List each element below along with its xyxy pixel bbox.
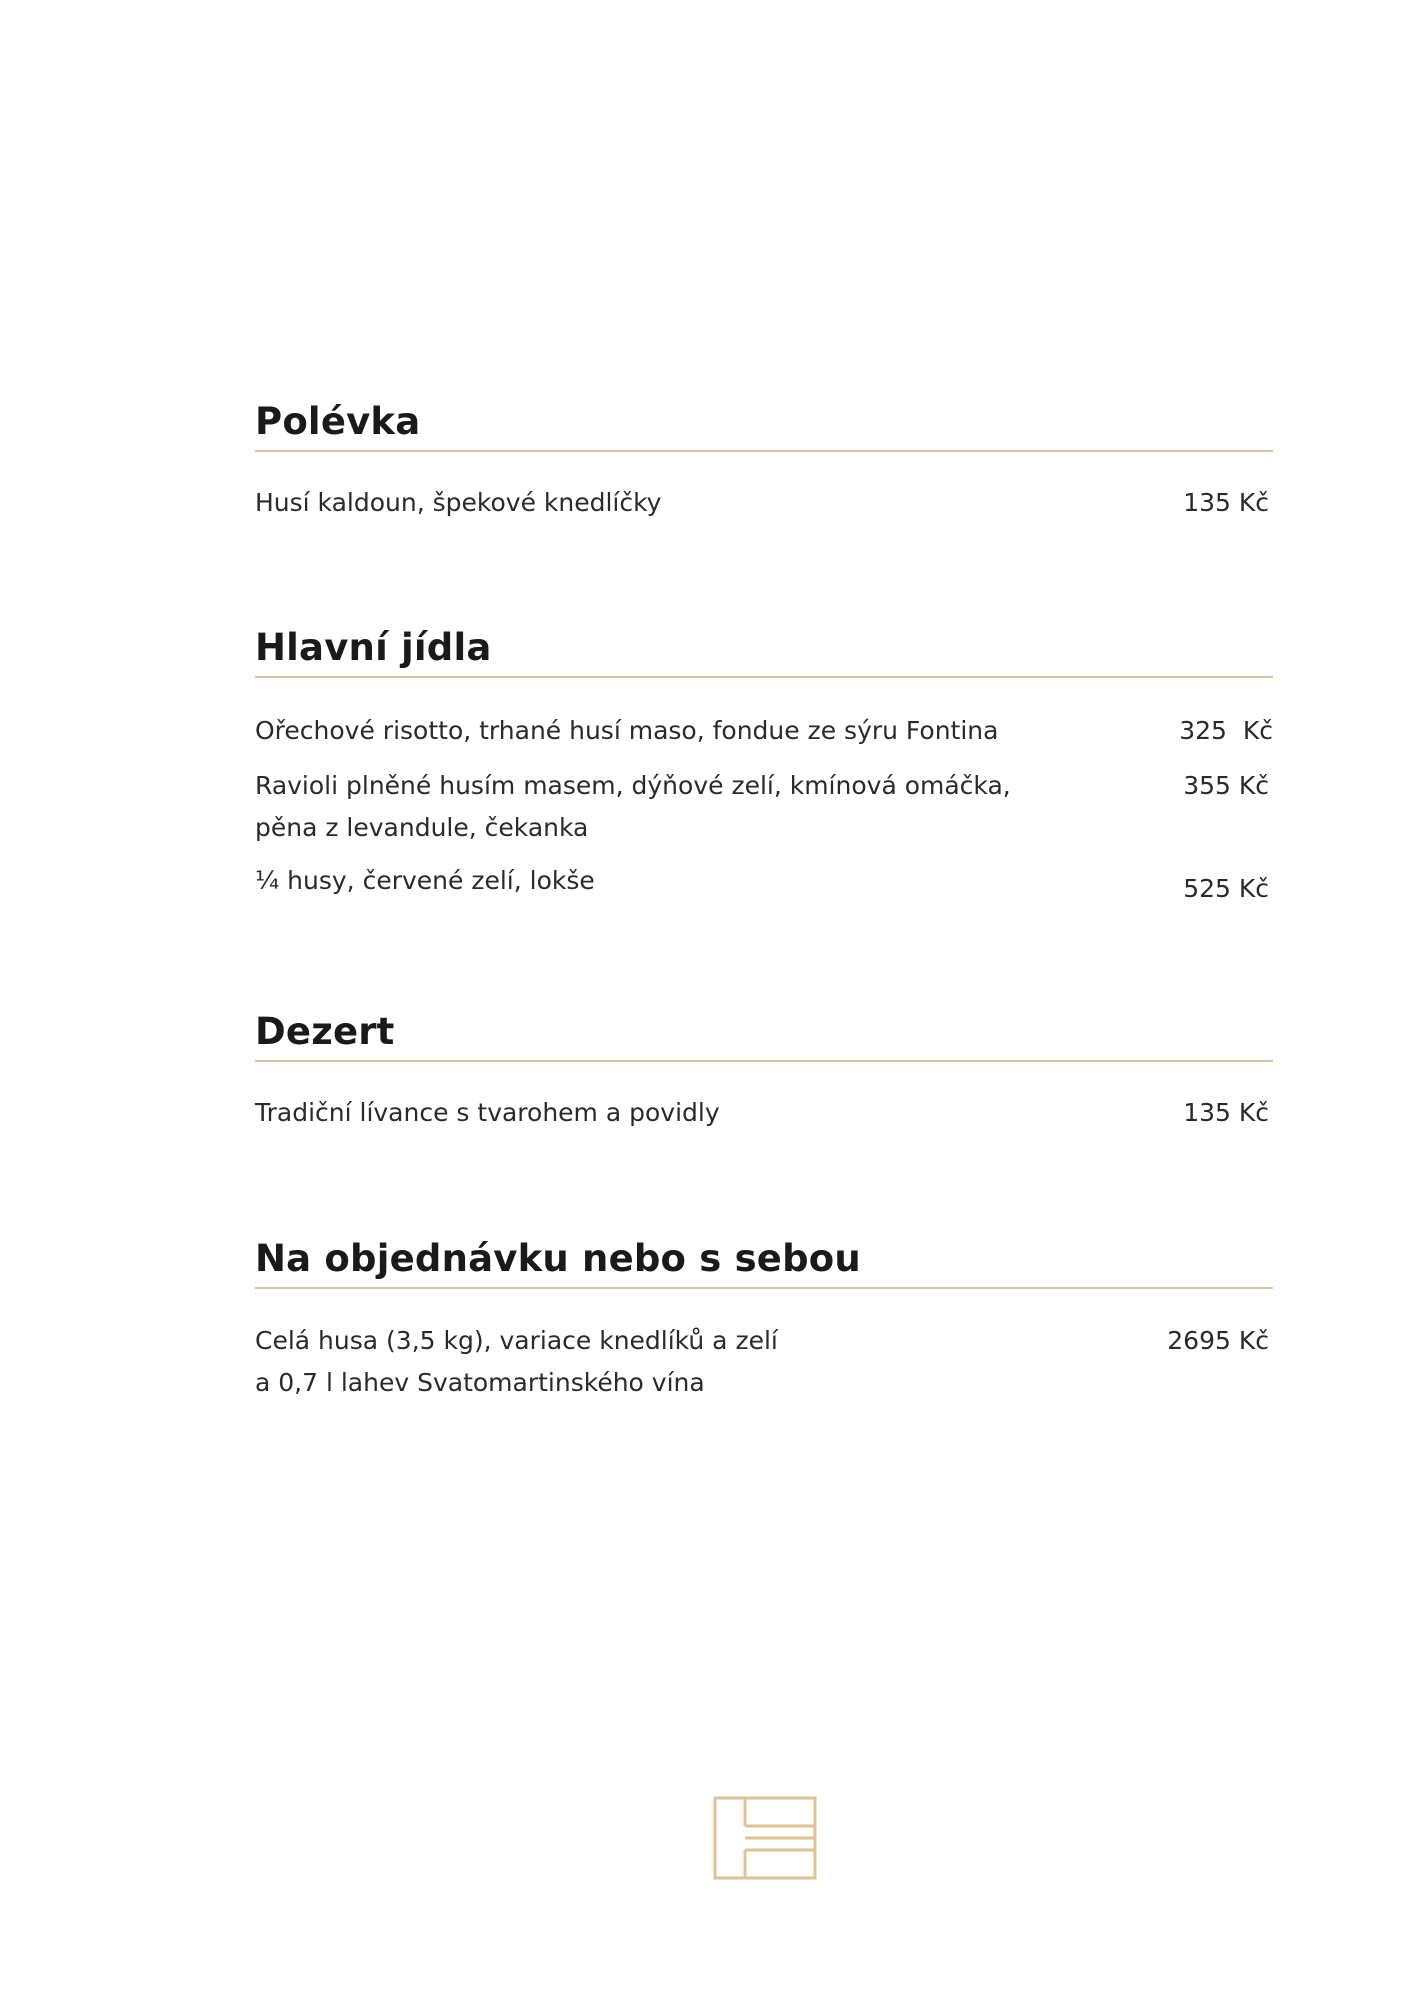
e-monogram-icon <box>713 1796 817 1880</box>
section-dezert <box>255 1010 1273 1062</box>
section-na-objednavku <box>255 1237 1273 1289</box>
item-name: Ořechové risotto, trhané husí maso, fondue ze sýru Fontina <box>255 716 999 745</box>
section-divider <box>255 1287 1273 1289</box>
section-hlavni-jidla <box>255 626 1273 678</box>
section-title: Hlavní jídla <box>255 626 492 669</box>
item-price: 2695 Kč <box>1167 1326 1269 1355</box>
item-name: Tradiční lívance s tvarohem a povidly <box>255 1098 720 1127</box>
section-divider <box>255 450 1273 452</box>
item-name: Husí kaldoun, špekové knedlíčky <box>255 488 662 517</box>
item-price: 135 Kč <box>1183 488 1269 517</box>
item-name: Ravioli plněné husím masem, dýňové zelí, kmínová omáčka, pěna z levandule, čekanka <box>255 771 1011 842</box>
item-name: ¼ husy, červené zelí, lokše <box>255 866 595 895</box>
section-title: Na objednávku nebo s sebou <box>255 1237 861 1280</box>
section-divider <box>255 1060 1273 1062</box>
section-polevka <box>255 400 1273 452</box>
item-price: 135 Kč <box>1183 1098 1269 1127</box>
item-price: 525 Kč <box>1183 874 1269 903</box>
section-divider <box>255 676 1273 678</box>
item-price: 355 Kč <box>1183 771 1269 800</box>
section-title: Polévka <box>255 400 421 443</box>
section-title: Dezert <box>255 1010 395 1053</box>
item-name: Celá husa (3,5 kg), variace knedlíků a zelí a 0,7 l lahev Svatomartinského vína <box>255 1326 778 1397</box>
item-price: 325 Kč <box>1179 716 1273 745</box>
